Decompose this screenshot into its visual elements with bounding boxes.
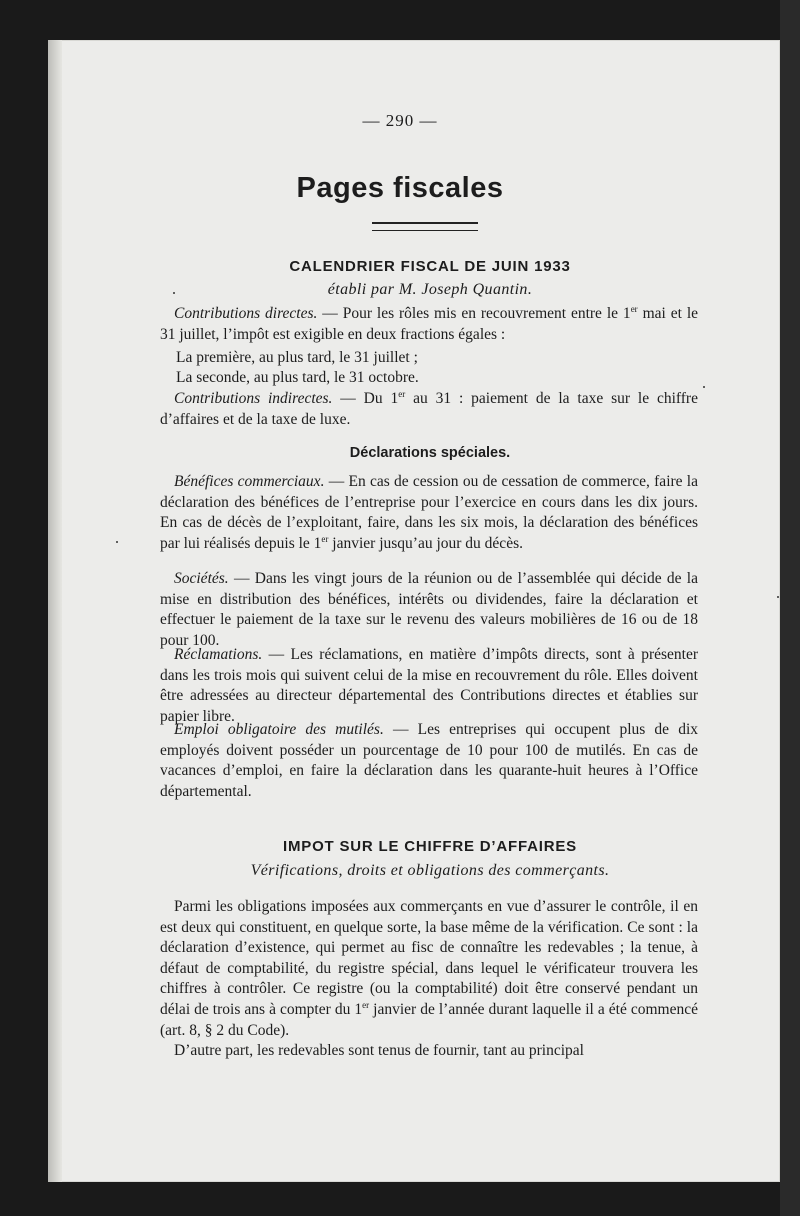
- section-heading-impot: IMPOT SUR LE CHIFFRE D’AFFAIRES: [283, 838, 577, 855]
- section-heading-calendar: CALENDRIER FISCAL DE JUIN 1933: [289, 258, 571, 275]
- paragraph-societes: Sociétés. — Dans les vingt jours de la réunion ou de l’assemblée qui décide de la mise en distribution des bénéfices, intérêts ou dividendes, faire la déclaration et effectuer le paiement de la taxe sur le revenu des valeurs mobilières de 16 ou de 18 pour 100.: [160, 570, 698, 649]
- scan-speck: [173, 292, 175, 294]
- page-binding-edge: [48, 40, 62, 1182]
- paragraph-redevables: D’autre part, les redevables sont tenus de fournir, tant au principal: [174, 1042, 584, 1059]
- paragraph-obligations: Parmi les obligations imposées aux commerçants en vue d’assurer le contrôle, il en est deux qui constituent, en quelque sorte, la base même de la vérification. Ce sont : la déclaration d’existence, qui permet au fisc de connaître les redevables ; la tenue, à défaut de comptabilité, du registre spécial, dans lequel le vérificateur trouvera les chiffres à contrôler. Ce registre (ou la comptabilité) doit être conservé pendant un délai de trois ans à compter du 1er janvier de l’année durant laquelle il a été commencé (art. 8, § 2 du Code).: [160, 898, 698, 1039]
- section-subtitle: Vérifications, droits et obligations des commerçants.: [250, 862, 610, 879]
- title-rule: [372, 222, 478, 231]
- paragraph-lead: Bénéfices commerciaux.: [174, 473, 325, 490]
- scan-speck: [703, 386, 705, 388]
- page-number: — 290 —: [362, 111, 438, 130]
- paragraph-lead: Sociétés.: [174, 570, 229, 587]
- paragraph-lead: Réclamations.: [174, 646, 263, 663]
- scan-speck: [116, 541, 118, 543]
- paragraph-reclamations: Réclamations. — Les réclamations, en matière d’impôts directs, sont à présenter dans les trois mois qui suivent celui de la mise en recouvrement du rôle. Elles doivent être adressées au directeur départemental des Contributions directes et établies sur papier libre.: [160, 646, 698, 725]
- byline: établi par M. Joseph Quantin.: [327, 281, 533, 298]
- paragraph-contributions-directes: Contributions directes. — Pour les rôles mis en recouvrement entre le 1er mai et le 31 juillet, l’impôt est exigible en deux fractions égales :: [160, 303, 699, 343]
- list-line: La seconde, au plus tard, le 31 octobre.: [176, 369, 419, 386]
- paragraph-lead: Emploi obligatoire des mutilés.: [174, 721, 384, 738]
- page-title: Pages fiscales: [296, 172, 504, 204]
- paragraph-emploi-mutiles: Emploi obligatoire des mutilés. — Les entreprises qui occupent plus de dix employés doivent posséder un pourcentage de 10 pour 100 de mutilés. En cas de vacances d’emploi, en faire la déclaration dans les quarante-huit heures à l’Office départemental.: [160, 721, 698, 800]
- scan-speck: [777, 596, 779, 598]
- paragraph-lead: Contributions directes.: [174, 305, 318, 322]
- list-line: La première, au plus tard, le 31 juillet ;: [176, 349, 418, 366]
- paragraph-benefices: Bénéfices commerciaux. — En cas de cession ou de cessation de commerce, faire la déclaration des bénéfices de l’entreprise pour l’exercice en cours dans les dix jours. En cas de décès de l’exploitant, faire, dans les six mois, la déclaration des bénéfices par lui réalisés depuis le 1er janvier jusqu’au jour du décès.: [160, 473, 698, 552]
- paragraph-lead: Contributions indirectes.: [174, 390, 333, 407]
- section-heading-declarations: Déclarations spéciales.: [349, 445, 511, 461]
- paragraph-contributions-indirectes: Contributions indirectes. — Du 1er au 31 : paiement de la taxe sur le chiffre d’affaires et de la taxe de luxe.: [160, 388, 698, 428]
